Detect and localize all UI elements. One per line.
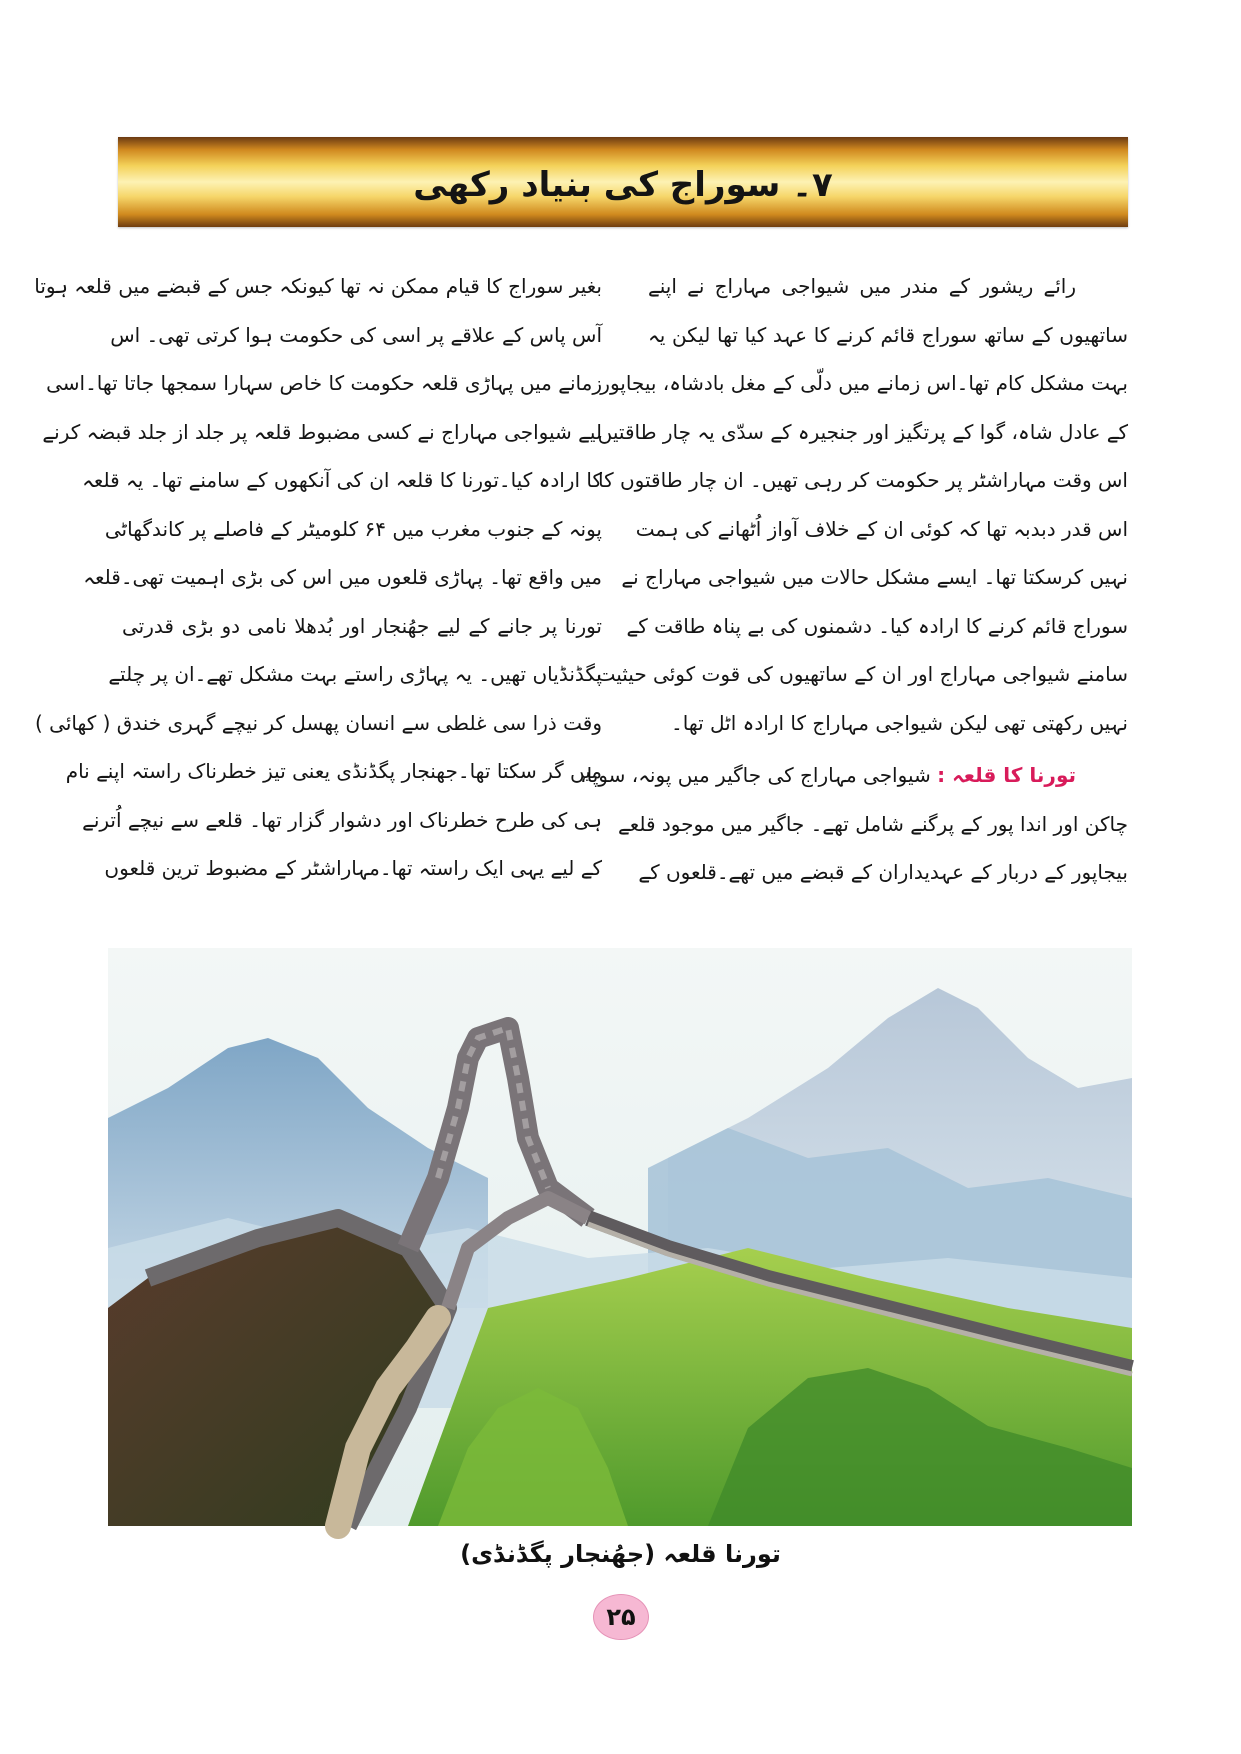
paragraph-line: پگڈنڈیاں تھیں۔ یہ پہاڑی راستے بہت مشکل تھے۔ان پر چلتے [108,662,602,686]
page-number-badge [593,1594,649,1640]
right-text-column [580,262,1128,942]
paragraph-line: سامنے شیواجی مہاراج اور ان کے ساتھیوں کی قوت کوئی حیثیت [596,662,1128,686]
paragraph-line: رائے ریشور کے مندر میں شیواجی مہاراج نے اپنے [648,274,1076,298]
paragraph-line: میں واقع تھا۔ پہاڑی قلعوں میں اس کی بڑی اہمیت تھی۔قلعہ [83,565,602,589]
chapter-title: ۷۔ سوراج کی بنیاد رکھی [413,164,833,205]
section-heading: تورنا کا قلعہ : [937,763,1076,787]
paragraph-line: ساتھیوں کے ساتھ سوراج قائم کرنے کا عہد کیا تھا لیکن یہ [648,322,1128,347]
paragraph-line: وقت ذرا سی غلطی سے انسان پھسل کر نیچے گہری خندق ( کھائی ) [34,710,602,735]
paragraph-line: ہی کی طرح خطرناک اور دشوار گزار تھا۔ قلعے سے نیچے اُترنے [82,807,602,832]
section-first-line [580,751,1128,800]
paragraph-line: بغیر سوراج کا قیام ممکن نہ تھا کیونکہ جس کے قبضے میں قلعہ ہوتا [34,274,602,298]
paragraph-line: کے عادل شاہ، گوا کے پرتگیز اور جنجیرہ کے سدّی یہ چار طاقتیں [597,419,1128,444]
paragraph-line: بیجاپور کے دربار کے عہدیداران کے قبضے میں تھے۔قلعوں کے [638,860,1128,884]
paragraph-line: اس وقت مہاراشٹر پر حکومت کر رہی تھیں۔ ان چار طاقتوں کا [598,468,1128,492]
page-number: ۲۵ [606,1603,636,1631]
paragraph-line: نہیں رکھتی تھی لیکن شیواجی مہاراج کا ارادہ اٹل تھا۔ [671,710,1128,735]
paragraph-line: کے لیے یہی ایک راستہ تھا۔مہاراشٹر کے مضبوط ترین قلعوں [104,856,602,880]
paragraph-line: کا ارادہ کیا۔تورنا کا قلعہ ان کی آنکھوں کے سامنے تھا۔ یہ قلعہ [82,468,602,492]
paragraph-line: زمانے میں پہاڑی قلعہ حکومت کا خاص سہارا سمجھا جاتا تھا۔اسی [46,371,602,395]
paragraph-line: تورنا پر جانے کے لیے جھُنجار اور بُدھلا نامی دو بڑی قدرتی [122,613,602,638]
paragraph-line: آس پاس کے علاقے پر اسی کی حکومت ہوا کرتی تھی۔ اس [110,322,602,347]
chapter-title-banner [118,137,1128,227]
paragraph-line: پونہ کے جنوب مغرب میں ۶۴ کلومیٹر کے فاصلے پر کاندگھاٹی [104,516,602,541]
left-text-column [34,262,602,942]
illustration-caption: تورنا قلعہ (جھُنجار پگڈنڈی) [460,1540,781,1568]
paragraph-line: چاکن اور اندا پور کے پرگنے شامل تھے۔ جاگیر میں موجود قلعے [617,811,1128,836]
paragraph-line: لیے شیواجی مہاراج نے کسی مضبوط قلعہ پر جلد از جلد قبضہ کرنے [42,419,602,444]
paragraph-line: سوراج قائم کرنے کا ارادہ کیا۔ دشمنوں کی بے پناہ طاقت کے [626,613,1128,638]
paragraph-line: میں گر سکتا تھا۔جھنجار پگڈنڈی یعنی تیز خطرناک راستہ اپنے نام [65,759,602,783]
section-first-line-text: شیواجی مہاراج کی جاگیر میں پونہ، سوپا، [580,763,931,787]
fort-illustration [108,948,1132,1526]
paragraph-line: اس قدر دبدبہ تھا کہ کوئی ان کے خلاف آواز اُٹھانے کی ہمت [635,516,1128,541]
torna-fort-painting [108,948,1132,1526]
paragraph-line: نہیں کرسکتا تھا۔ ایسے مشکل حالات میں شیواجی مہاراج نے [621,565,1128,589]
paragraph-line: بہت مشکل کام تھا۔اس زمانے میں دلّی کے مغل بادشاہ، بیجاپور [600,371,1128,395]
